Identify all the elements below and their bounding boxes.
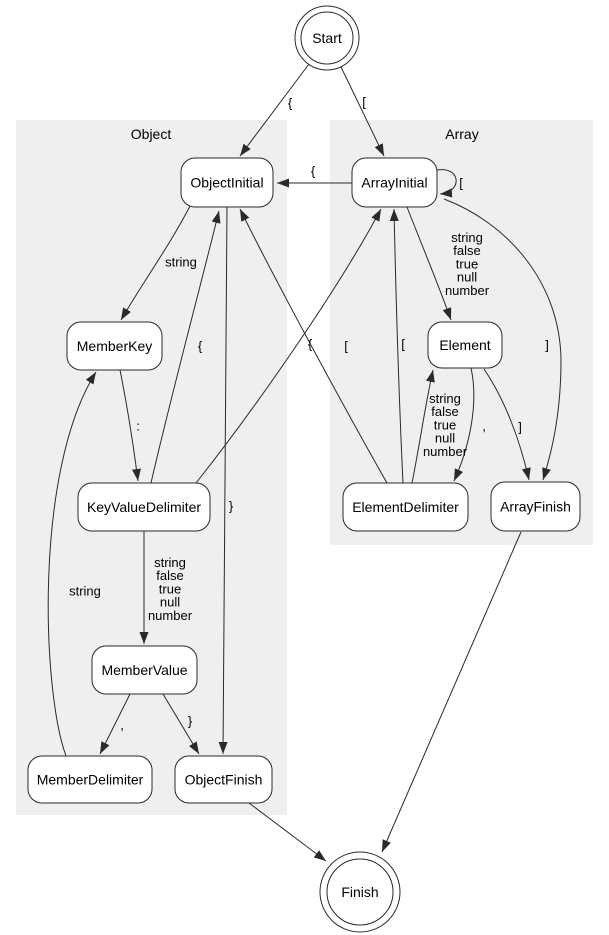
edge-keyvaluedelimiter-to-membervalue-label: string false true null number bbox=[147, 554, 193, 623]
edge-elementdelimiter-to-objectinitial-label: { bbox=[307, 336, 313, 352]
edge-memberkey-to-keyvaluedelimiter-label: : bbox=[136, 418, 140, 434]
node-ArrayFinish-label: ArrayFinish bbox=[500, 498, 571, 515]
edge-arrayinitial-to-arrayfinish-label: ] bbox=[545, 337, 549, 353]
clusters-layer bbox=[16, 120, 593, 815]
edge-objectinitial-to-memberkey-label: string bbox=[165, 254, 197, 270]
node-ObjectFinish-label: ObjectFinish bbox=[184, 771, 263, 788]
node-MemberKey-label: MemberKey bbox=[76, 338, 153, 354]
node-Finish-label: Finish bbox=[341, 884, 379, 900]
cluster-object-label: Object bbox=[130, 126, 172, 142]
edge-arrayinitial-self-loop-label: [ bbox=[459, 175, 463, 191]
edge-elementdelimiter-to-element-label: string false true null number bbox=[422, 390, 468, 459]
edge-membervalue-to-objectfinish-label: } bbox=[187, 713, 193, 729]
node-ArrayInitial-label: ArrayInitial bbox=[361, 174, 428, 191]
edge-objectfinish-to-finish bbox=[249, 803, 326, 861]
edge-arrayinitial-to-objectinitial-label: { bbox=[310, 163, 316, 179]
edge-element-to-elementdelimiter-label: , bbox=[482, 418, 486, 434]
edge-start-to-objectinitial-label: { bbox=[287, 95, 293, 111]
node-ObjectInitial-label: ObjectInitial bbox=[190, 174, 264, 191]
edge-start-to-arrayinitial-label: [ bbox=[362, 94, 366, 110]
cluster-object bbox=[16, 120, 287, 815]
edge-element-to-arrayfinish-label: ] bbox=[518, 419, 522, 435]
edge-arrayfinish-to-finish bbox=[382, 532, 521, 852]
node-Element-label: Element bbox=[439, 337, 491, 353]
edge-keyvaluedelimiter-to-objectinitial-label: { bbox=[197, 338, 203, 354]
edge-elementdelimiter-to-arrayinitial-label: [ bbox=[401, 336, 405, 352]
node-ElementDelimiter-label: ElementDelimiter bbox=[352, 499, 459, 515]
edge-memberdelimiter-to-memberkey-label: string bbox=[69, 583, 101, 599]
edge-keyvaluedelimiter-to-arrayinitial-label: [ bbox=[344, 338, 348, 354]
node-KeyValueDelimiter-label: KeyValueDelimiter bbox=[86, 499, 202, 515]
node-Start-label: Start bbox=[312, 30, 342, 46]
edge-arrayinitial-to-element-label: string false true null number bbox=[444, 229, 490, 298]
node-MemberValue-label: MemberValue bbox=[101, 662, 188, 678]
cluster-array-label: Array bbox=[445, 126, 479, 142]
edge-membervalue-to-memberdelimiter-label: , bbox=[120, 717, 124, 733]
edge-objectinitial-to-objectfinish-label: } bbox=[228, 498, 234, 514]
node-MemberDelimiter-label: MemberDelimiter bbox=[36, 771, 144, 788]
